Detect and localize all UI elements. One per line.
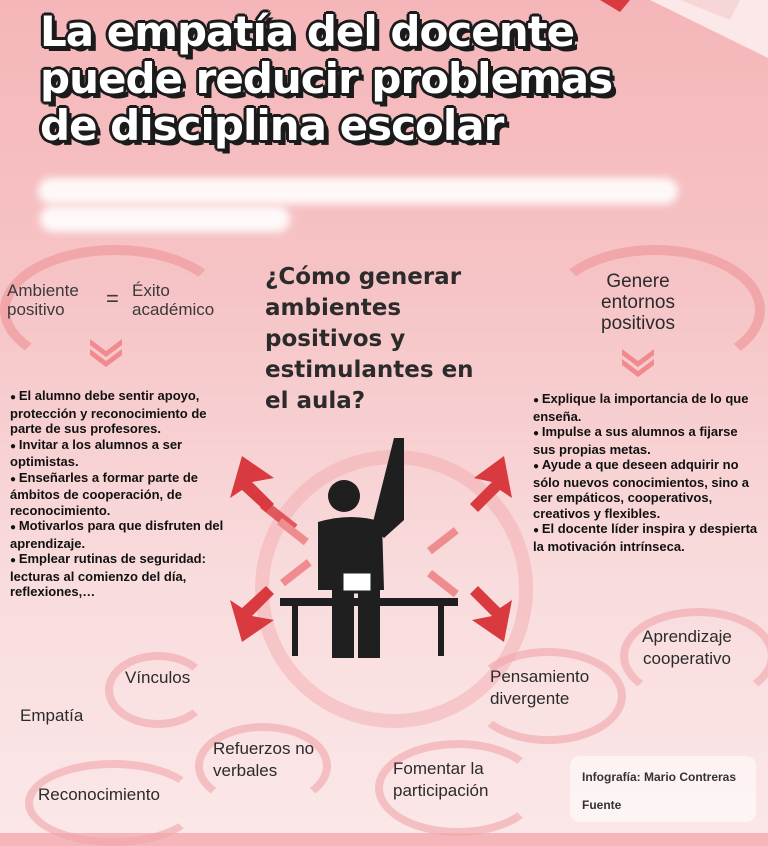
list-item: ● Explique la importancia de lo que enseña. bbox=[533, 391, 759, 424]
student-raising-hand-icon bbox=[222, 430, 522, 670]
list-item: ● Emplear rutinas de seguridad: lecturas al comienzo del día, reflexiones,… bbox=[10, 551, 238, 600]
concept-empatia: Empatía bbox=[20, 706, 84, 725]
central-question: ¿Cómo generar ambientes positivos y estimulantes en el aula? bbox=[265, 264, 474, 414]
list-item: ● El docente líder inspira y despierta la motivación intrínseca. bbox=[533, 521, 759, 554]
obscured-subtitle-2 bbox=[40, 206, 290, 232]
concept-refuerzos-no-verbales: Refuerzos no verbales bbox=[213, 739, 315, 780]
credits-source: Fuente bbox=[582, 798, 622, 812]
list-item: ● Impulse a sus alumnos a fijarse sus propias metas. bbox=[533, 424, 759, 457]
right-heading: Genere entornos positivos bbox=[601, 271, 675, 334]
list-item: ● Motivarlos para que disfruten del aprendizaje. bbox=[10, 518, 238, 551]
list-item: ● Ayude a que deseen adquirir no sólo nuevos conocimientos, sino a ser empáticos, cooperativos, creativos y flexibles. bbox=[533, 457, 759, 521]
concept-aprendizaje-cooperativo: Aprendizaje cooperativo bbox=[642, 627, 732, 668]
concept-fomentar-participacion: Fomentar la participación bbox=[393, 759, 489, 800]
concept-reconocimiento: Reconocimiento bbox=[38, 785, 160, 804]
list-item: ● El alumno debe sentir apoyo, protección y reconocimiento de parte de sus profesores. bbox=[10, 388, 238, 437]
ambiente-positivo-label: Ambiente positivo bbox=[7, 281, 79, 319]
list-item: ● Enseñarles a formar parte de ámbitos de cooperación, de reconocimiento. bbox=[10, 470, 238, 519]
right-bullet-list bbox=[533, 391, 759, 554]
page-title: La empatía del docente puede reducir problemas de disciplina escolar bbox=[40, 7, 613, 150]
concept-pensamiento-divergente: Pensamiento divergente bbox=[490, 667, 590, 708]
equals-sign: = bbox=[106, 286, 119, 311]
chevron-down-icon bbox=[620, 345, 656, 377]
exito-academico-label: Éxito académico bbox=[132, 281, 215, 319]
obscured-subtitle bbox=[38, 178, 678, 204]
concept-vinculos: Vínculos bbox=[125, 668, 191, 687]
chevron-down-icon bbox=[88, 335, 124, 367]
left-bullet-list bbox=[10, 388, 238, 600]
credits-sticker bbox=[570, 756, 756, 822]
bubble-decoration bbox=[105, 652, 211, 728]
credits-author: Infografía: Mario Contreras bbox=[582, 770, 737, 784]
list-item: ● Invitar a los alumnos a ser optimistas. bbox=[10, 437, 238, 470]
